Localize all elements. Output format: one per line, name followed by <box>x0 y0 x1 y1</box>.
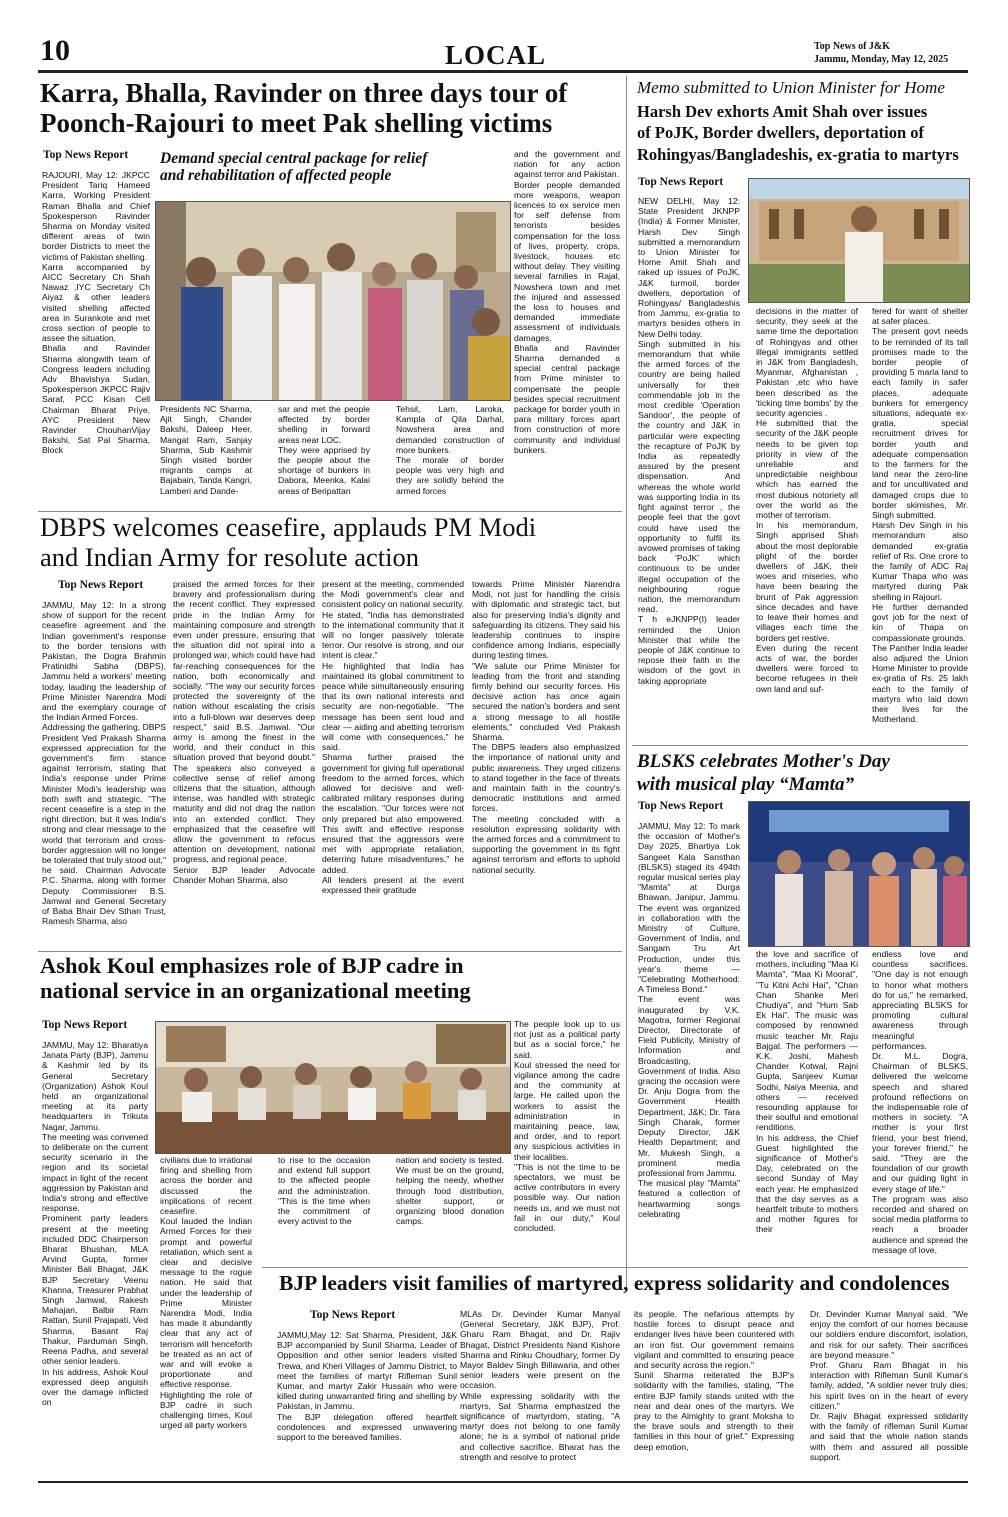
news-photo <box>155 201 511 401</box>
headline: Ashok Koul emphasizes role of BJP cadre in national service in an organizational meeting <box>40 953 471 1004</box>
story-column: JAMMU, May 12: To mark the occasion of Mother's Day 2025, Bhartiya Lok Sangeet Kala Sansthan (BLSKS) staged its 494th regular musical series play "Mamta" at Durga Bhawan, Janipur, Jammu. The event was organized in collaboration with the Ministry of Culture, Government of India, and Sangam Tru Art Production, under this year's theme — "Celebrating Motherhood: A Timeless Bond." The event was inaugurated by V.K. Magotra, former Regional Director, Directorate of Field Publicity, Ministry of Information and Broadcasting, Government of India. Also gracing the occasion were Dr. Anju Dogra from the Government Health Department, J&K; Dr. Tara Singh Charak, former Deputy Director, J&K Health Department; and Mr. Mukesh Singh, a prominent media professional from Jammu. The musical play "Mamta" featured a collection of heartwarming songs celebrating <box>638 821 740 1219</box>
story-column: fered for want of shelter at safer places. The present govt needs to be reminded of its tall promises made to the border people of providing 5 marla land to each family in safer places, adequate bunkers for emergency situations, adequate ex-gratia, special recruitment drives for border youth and adequate compensation to the farmers for the land near the zero-line and for uncultivated and damaged crops due to border skimishes, Mr. Singh submitted. Harsh Dev Singh in his memorandum also demanded ex-gratia relief of Rs. One crore to the family of ADC Raj Kumar Thapa who was martyred during Pak shelling in Rajouri. He further demanded govt job for the next of kin of Thapa on compassionate grounds. The Panther India leader also adjured the Union Home Minister to provide ex-gratia of Rs. 25 lakh each to the family of martyrs who laid down their lives for the Motherland. <box>872 306 968 725</box>
page-number: 10 <box>40 34 70 67</box>
byline: Top News Report <box>638 176 724 188</box>
story-column: decisions in the matter of security, they seek at the same time the deportation of Rohingyas and other illegal immigrants settled in J&K from Bangladesh, Myanmar, Afghanistan , Pakistan ,etc who have been described as the 'ticking time bombs' by the security agencies . He submitted that the security of the J&K people needs to be given top priority in view of the unreliable and unpredictable neighbour which has earned the most dubious notoriety all over the world as the mother of terrorism. In his memorandum, Singh apprised Shah about the most deplorable plight of the border dwellers of J&K, their woes and miseries, who have been bearing the brunt of Pak aggression since decades and have to leave their homes and villages each time the borders get restive. Even during the recent acts of war, the border dwellers were forced to become refugees in their own land and suf- <box>756 306 858 694</box>
story-column: The people look up to us not just as a political party but as a social force," he said. Koul stressed the need for vigilance among the cadre and the community at large. He called upon the workers to assist the administration in maintaining peace, law, and order, and to report any suspicious activities in their localities. "This is not the time to be spectators, we must be active contributors in every possible way. Our nation needs us, and we must not fail in our duty," Koul concluded. <box>514 1019 620 1234</box>
news-photo <box>748 178 970 303</box>
headline: BJP leaders visit families of martyred, express solidarity and condolences <box>279 1271 950 1295</box>
story-divider <box>262 1267 968 1268</box>
story-column: and the government and nation for any action against terror and Pakistan. Border people demanded more weapons, weapon licences to ex service men for self defense from terrorists besides compensation for the loss of lives, property, crops, livestock, houses etc without delay. They visiting several families in Rajal, Nowshera town and met the injured and assessed the loss to houses and demanded immediate assessment of individuals damages. Bhalla and Ravinder Sharma demanded a special central package from Prime minister to compensate the people besides special recruitment package for border youth in para military forces apart from construction of more community and individual bunkers. <box>514 149 620 455</box>
story-column: MLAs Dr. Devinder Kumar Manyal (General Secretary, J&K BJP), Prof. Gharu Ram Bhagat, and Dr. Rajiv Bhagat, District Presidents Nand Kishore Sharma and Rinku Choudhary, former Dy Mayor Baldev Singh Billawaria, and other senior leaders were present on the occasion. While expressing solidarity with the martyrs, Sat Sharma emphasized the significance of martyrdom, stating, "A martyr does not belong to one family alone; he is a symbol of national pride and collective sacrifice. Bharat has the strength and resolve to protect <box>460 1309 620 1462</box>
story-column: civilians due to irrational firing and shelling from across the border and discussed the implications of recent ceasefire. Koul lauded the Indian Armed Forces for their prompt and powerful retaliation, which sent a clear and decisive message to the rogue nation. He said that under the leadership of Prime Minister Narendra Modi, India has made it abundantly clear that any act of terrorism will henceforth be treated as an act of war and will evoke a proportionate and effective response. Highlighting the role of BJP cadre in such challenging times, Koul urged all party workers <box>160 1155 252 1431</box>
story-column: Tehsil, Lam, Laroka, Kampla of Qila Darhal, Nowshera area and demanded construction of more bunkers. The morale of border people was very high and they are solidly behind the armed forces <box>396 404 504 496</box>
story-divider <box>632 745 968 746</box>
footer-rule <box>38 1481 968 1483</box>
headline: Karra, Bhalla, Ravinder on three days tour of Poonch-Rajouri to meet Pak shelling victims <box>40 78 568 139</box>
byline: Top News Report <box>638 800 724 812</box>
story-column: endless love and countless sacrifices. "One day is not enough to honor what mothers do for us," he remarked, appreciating BLSKS for promoting cultural awareness through meaningful performances. Dr. M.L. Dogra, Chairman of BLSKS, delivered the welcome speech and shared profound reflections on the indispensable role of mothers in society. "A mother is your first friend, your best friend, your forever friend," he said. "They are the foundation of our growth and our guiding light in every stage of life." The program was also recorded and shared on social media platforms to reach a broader audience and spread the message of love, <box>872 949 968 1255</box>
story-column: the love and sacrifice of mothers, including "Maa Ki Mamta", "Maa Ki Moorat", "Tu Kitni Achi Hai", "Chan Chan Shanke Meri Chudiya", and "Hum Sab Ek Hai". The music was composed by renowned music teacher Mr. Raju Bajgal. The performers — K.K. Joshi, Mahesh Chander Kotwal, Rajni Gupta, Sanjeev Kumar Sodhi, Naiya Meenia, and others — received resounding applause for their soulful and emotional renditions. In his address, the Chief Guest highlighted the significance of Mother's Day, celebrated on the second Sunday of May each year. He emphasized that the day serves as a heartfelt tribute to mothers and mother figures for their <box>756 949 858 1235</box>
story-column: praised the armed forces for their bravery and professionalism during the recent conflict. They expressed pride in the Indian Army for maintaining composure and strength even under pressure, ensuring that the situation did not spiral into a prolonged war, which could have had far-reaching consequences for the nation, both economically and socially. "The way our security forces protected the sovereignty of the nation without escalating the crisis into a full-blown war deserves deep respect," said B.S. Jamwal. "Our army is among the finest in the world, and their conduct in this situation proved that beyond doubt." The speakers also conveyed a collective sense of relief among citizens that the situation, although intense, was handled with strategic maturity and did not drag the nation into an extended conflict. They emphasized that the ceasefire will allow the government to refocus attention on development, national progress, and regional peace. Senior BJP leader Advocate Chander Mohan Sharma, also <box>173 579 315 885</box>
paper-name: Top News of J&K <box>814 41 891 52</box>
byline: Top News Report <box>43 149 129 161</box>
subheadline: Demand special central package for relief and rehabilitation of affected people <box>160 150 428 185</box>
story-column: JAMMU,May 12: Sat Sharma, President, J&K BJP accompanied by Sunil Sharma, Leader of Opposition and other senior leaders visited Trewa, and Kheri Villages of Jammu District, to meet the families of martyr Rifleman Sunil Kumar, and martyr Zakir Hussain who were killed during unwarranted firing and shelling by Pakistan, in Jammu. The BJP delegation offered heartfelt condolences and expressed unwavering support to the bereaved families. <box>277 1330 457 1443</box>
dateline: Jammu, Monday, May 12, 2025 <box>814 54 949 65</box>
story-column: its people. The nefarious attempts by hostile forces to disrupt peace and endanger lives have been countered with an iron fist. Our government remains vigilant and committed to ensuring peace and security across the region." Sunil Sharma reiterated the BJP's solidarity with the families, stating, "The entire BJP family stands united with the near and dear ones of the martyrs. We pray to the Almighty to grant Moksha to the brave souls and strength to their families in this hour of grief." Expressing deep emotion, <box>634 1309 794 1452</box>
story-column: towards Prime Minister Narendra Modi, not just for handling the crisis with diplomatic and strategic tact, but also for preserving India's dignity and safeguarding its citizens. They said his leadership continues to inspire confidence among Indians, especially during testing times. "We salute our Prime Minister for leading from the front and standing firmly behind our security forces. His decisive action has once again secured the nation's borders and sent a strong message to all hostile elements," concluded Ved Prakash Sharma. The DBPS leaders also emphasized the importance of national unity and public awareness. They urged citizens to stand together in the face of threats and maintain faith in the country's democratic institutions and armed forces. The meeting concluded with a resolution expressing solidarity with the armed forces and a commitment to supporting the government in its fight against terrorism and efforts to uphold national security. <box>472 579 620 875</box>
masthead-rule <box>38 70 968 73</box>
headline: DBPS welcomes ceasefire, applauds PM Modi and Indian Army for resolute action <box>40 512 537 572</box>
byline: Top News Report <box>42 1019 128 1031</box>
kicker: Memo submitted to Union Minister for Home <box>637 78 945 97</box>
story-column: sar and met the people affected by border shelling in forward areas near LOC. They were apprised by the people about the shortage of bunkers in Dabora, Meenka, Kalai areas of Beripattan <box>278 404 370 496</box>
headline: Harsh Dev exhorts Amit Shah over issues of PoJK, Border dwellers, deportation of Rohingyas/Bangladeshis, ex-gratia to martyrs <box>637 102 959 164</box>
byline: Top News Report <box>310 1309 396 1321</box>
story-column: Presidents NC Sharma, Ajit Singh, Chander Bakshi, Daleep Heer, Mangat Ram, Sanjay Sharma, Sub Kashmir Singh visited border migrants camps at Bajabain, Tanda Kangri, Lamberi and Dande- <box>160 404 252 496</box>
story-divider <box>38 951 622 952</box>
column-divider <box>626 76 627 1291</box>
story-column: to rise to the occasion and extend full support to the affected people and the administration. "This is the time when the commitment of every activist to the <box>278 1155 370 1227</box>
section-title: LOCAL <box>445 40 547 70</box>
story-column: JAMMU, May 12: In a strong show of support for the recent ceasefire agreement and the Indian government's response to the border tensions with Pakistan, the Dogra Brahmin Pratinidhi Sabha (DBPS), Jammu held a workers' meeting today, lauding the leadership of Prime Minister Narendra Modi and the exemplary courage of the Indian Armed Forces. Addressing the gathering, DBPS President Ved Prakash Sharma expressed appreciation for the government's firm stance against terrorism, stating that India's response under Prime Minister Modi's leadership was both swift and strategic. "The recent ceasefire is a step in the right direction, but it was India's strong and clear message to the world that terrorism and cross-border aggression will no longer be tolerated that truly stood out," he said. Chairman Advocate P.C. Sharma, along with former Deputy Commissioner B.S. Jamwal and General Secretary of Baba Bhair Dev Sthan Trust, Ramesh Sharma, also <box>42 600 166 927</box>
headline: BLSKS celebrates Mother's Day with musical play “Mamta” <box>637 751 890 795</box>
story-column: JAMMU, May 12: Bharatiya Janata Party (BJP), Jammu & Kashmir led by its General Secretary (Organization) Ashok Koul held an organizational meeting at its party headquarters in Trikuta Nagar, Jammu. The meeting was convened to deliberate on the current security scenario in the region and its societal impact in light of the recent aggression by Pakistan and India's strong and effective response. Prominent party leaders present at the meeting included DDC Chairperson Bharat Bhushan, MLA Arvind Gupta, former Minister Bali Bhagat, J&K BJP Secretary Veenu Khanna, Treasurer Prabhat Singh Jamwal, Rakesh Mahajan, Balbir Ram Rattan, Sunil Prajapati, Ved Sharma, Basant Raj Thakur, Parduman Singh, Reena Padha, and several other senior leaders. In his address, Ashok Koul expressed deep anguish over the damage inflicted on <box>42 1040 148 1408</box>
story-column: RAJOURI, May 12: JKPCC President Tariq Hameed Karra, Working President Raman Bhalla and Chief Spokesperson Ravinder Sharma on Monday visited different areas of twin border Districts to meet the victims of Pakistan shelling. Karra accompanied by AICC Secretary Ch Shah Nawaz ,IYC Secretary Ch Aiyaz & other leaders visited shelling affected area in Surankote and met cross section of people to assee the situation. Bhalla and Ravinder Sharma alongwith team of Congress leaders including Adv Bhavishya Sudan, Spokesperson JKPCC Rajiv Saraf, PCC Kisan Cell Chairman Bharat Priye, AYC President New Ravinder ChouhanVijay Bakshi, Sat Pal Sharma, Block <box>42 170 150 456</box>
news-photo <box>748 801 970 947</box>
story-column: present at the meeting, commended the Modi government's clear and consistent policy on national security. He stated, "India has demonstrated to the international community that it will no longer passively tolerate terror. Our resolve is strong, and our intent is clear." He highlighted that India has maintained its global commitment to peace while simultaneously ensuring that its own national interests and security are non-negotiable. "The message has been sent loud and clear — aiding and abetting terrorism will come with consequences," he said. Sharma further praised the government for giving full operational freedom to the armed forces, which allowed for decisive and well-calibrated military responses during the escalation. "Our forces were not only prepared but also empowered. This swift and effective response ensured that the aggressors were met with appropriate retaliation, deterring future misadventures," he added. All leaders present at the event expressed their gratitude <box>322 579 464 896</box>
news-photo <box>155 1021 511 1154</box>
byline: Top News Report <box>58 579 144 591</box>
story-column: nation and society is tested. We must be on the ground, helping the needy, whether through food distribution, shelter support, or organizing blood donation camps. <box>396 1155 504 1227</box>
story-column: NEW DELHI, May 12: State President JKNPP (India) & Former Minister, Harsh Dev Singh submitted a memorandum to Union Minister for Home Amit Shah and raked up issues of PoJK, J&K turmoil, border dwellers, deportation of Rohingyas/ Bangladeshis from Jammu, ex-gratia to martyrs besides others in New Delhi today. Singh submitted in his memorandum that while the armed forces of the country are being hailed universally for their commendable job in the most credible 'Operation Sandoor', the people of the country and J&K in particular were expecting the recapture of PoJK by India as repeatedly assured by the present dispensation. And whereas the whole world was supporting India in its fight against terror , the people feel that the govt could have used the opportunity to fulfil its avowed promises of taking back 'PoJK' which continuous to be under illegal occupation of the neighbouring rogue nation, the memorandum read. T h eJKNPP(I) leader reminded the Union Minister that while the people of J&K continue to repose their faith in the wisdom of the govt in taking appropriate <box>638 196 740 686</box>
story-column: Dr. Devinder Kumar Manyal said, "We enjoy the comfort of our homes because our soldiers endure discomfort, isolation, and risk for our safety. Their sacrifices are beyond measure." Prof. Gharu Ram Bhagat in his interaction with Rifleman Sunil Kumar's family, added, "A soldier never truly dies; his spirit lives on in the heart of every citizen." Dr. Rajiv Bhagat expressed solidarity with the family of rifleman Sunil Kumar and said that the whole nation stands with them and assured all possible support. <box>810 1309 968 1462</box>
